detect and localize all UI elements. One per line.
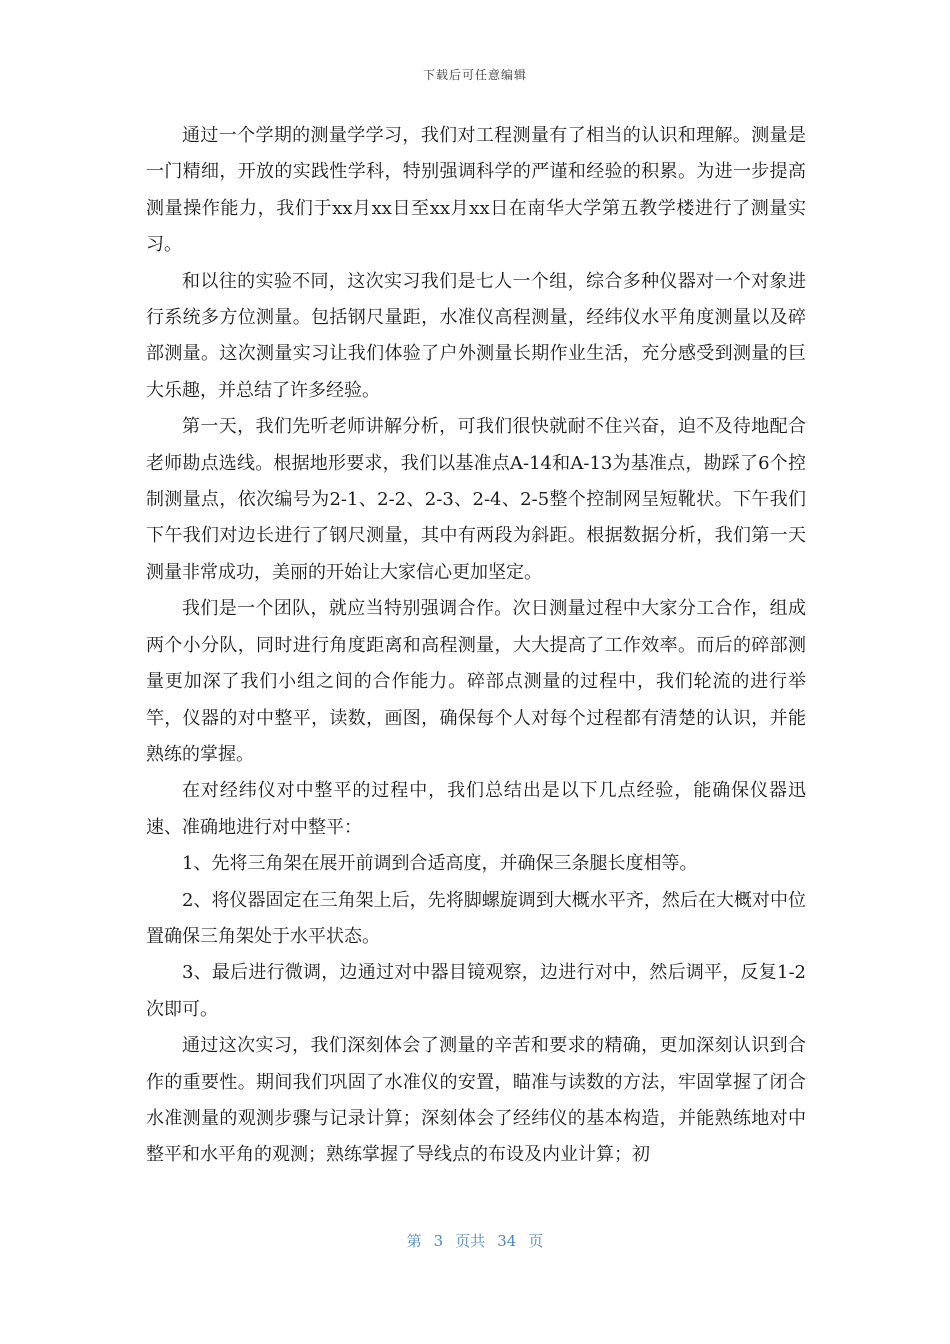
paragraph-2: 和以往的实验不同，这次实习我们是七人一个组，综合多种仪器对一个对象进行系统多方位测量。包括钢尺量距，水准仪高程测量，经纬仪水平角度测量以及碎部测量。这次测量实习让我们体验了户外测量长期作业生活，充分感受到测量的巨大乐趣，并总结了许多经验。 bbox=[146, 270, 806, 401]
footer-middle: 页共 bbox=[455, 1232, 486, 1250]
paragraph-5: 在对经纬仪对中整平的过程中，我们总结出是以下几点经验，能确保仪器迅速、准确地进行对中整平： bbox=[146, 780, 806, 838]
footer-page-number: 3 bbox=[433, 1232, 444, 1250]
footer-prefix: 第 bbox=[406, 1232, 422, 1250]
paragraph-7: 2、将仪器固定在三角架上后，先将脚螺旋调到大概水平齐，然后在大概对中位置确保三角架处于水平状态。 bbox=[146, 889, 806, 947]
page-header: 下载后可任意编辑 bbox=[422, 68, 527, 82]
paragraph-4: 我们是一个团队，就应当特别强调合作。次日测量过程中大家分工合作，组成两个小分队，同时进行角度距离和高程测量，大大提高了工作效率。而后的碎部测量更加深了我们小组之间的合作能力。碎部点测量的过程中，我们轮流的进行举竿，仪器的对中整平，读数，画图，确保每个人对每个过程都有清楚的认识，并能熟练的掌握。 bbox=[146, 598, 806, 765]
footer-total-pages: 34 bbox=[497, 1232, 517, 1250]
paragraph-1: 通过一个学期的测量学学习，我们对工程测量有了相当的认识和理解。测量是一门精细，开放的实践性学科，特别强调科学的严谨和经验的积累。为进一步提高测量操作能力，我们于xx月xx日至xx月xx日在南华大学第五教学楼进行了测量实习。 bbox=[146, 125, 806, 256]
paragraph-8: 3、最后进行微调，边通过对中器目镜观察，边进行对中，然后调平，反复1-2次即可。 bbox=[146, 962, 806, 1020]
page-footer bbox=[0, 1230, 950, 1251]
footer-suffix: 页 bbox=[528, 1232, 544, 1250]
paragraph-6: 1、先将三角架在展开前调到合适高度，并确保三条腿长度相等。 bbox=[182, 853, 698, 875]
paragraph-3: 第一天，我们先听老师讲解分析，可我们很快就耐不住兴奋，迫不及待地配合老师勘点选线。根据地形要求，我们以基准点A-14和A-13为基准点，勘踩了6个控制测量点，依次编号为2-1、2-2、2-3、2-4、2-5整个控制网呈短靴状。下午我们下午我们对边长进行了钢尺测量，其中有两段为斜距。根据数据分析，我们第一天测量非常成功，美丽的开始让大家信心更加坚定。 bbox=[146, 416, 806, 583]
body-text bbox=[146, 118, 806, 1174]
paragraph-9: 通过这次实习，我们深刻体会了测量的辛苦和要求的精确，更加深刻认识到合作的重要性。期间我们巩固了水准仪的安置，瞄准与读数的方法，牢固掌握了闭合水准测量的观测步骤与记录计算；深刻体会了经纬仪的基本构造，并能熟练地对中整平和水平角的观测；熟练掌握了导线点的布设及内业计算；初 bbox=[146, 1035, 806, 1166]
